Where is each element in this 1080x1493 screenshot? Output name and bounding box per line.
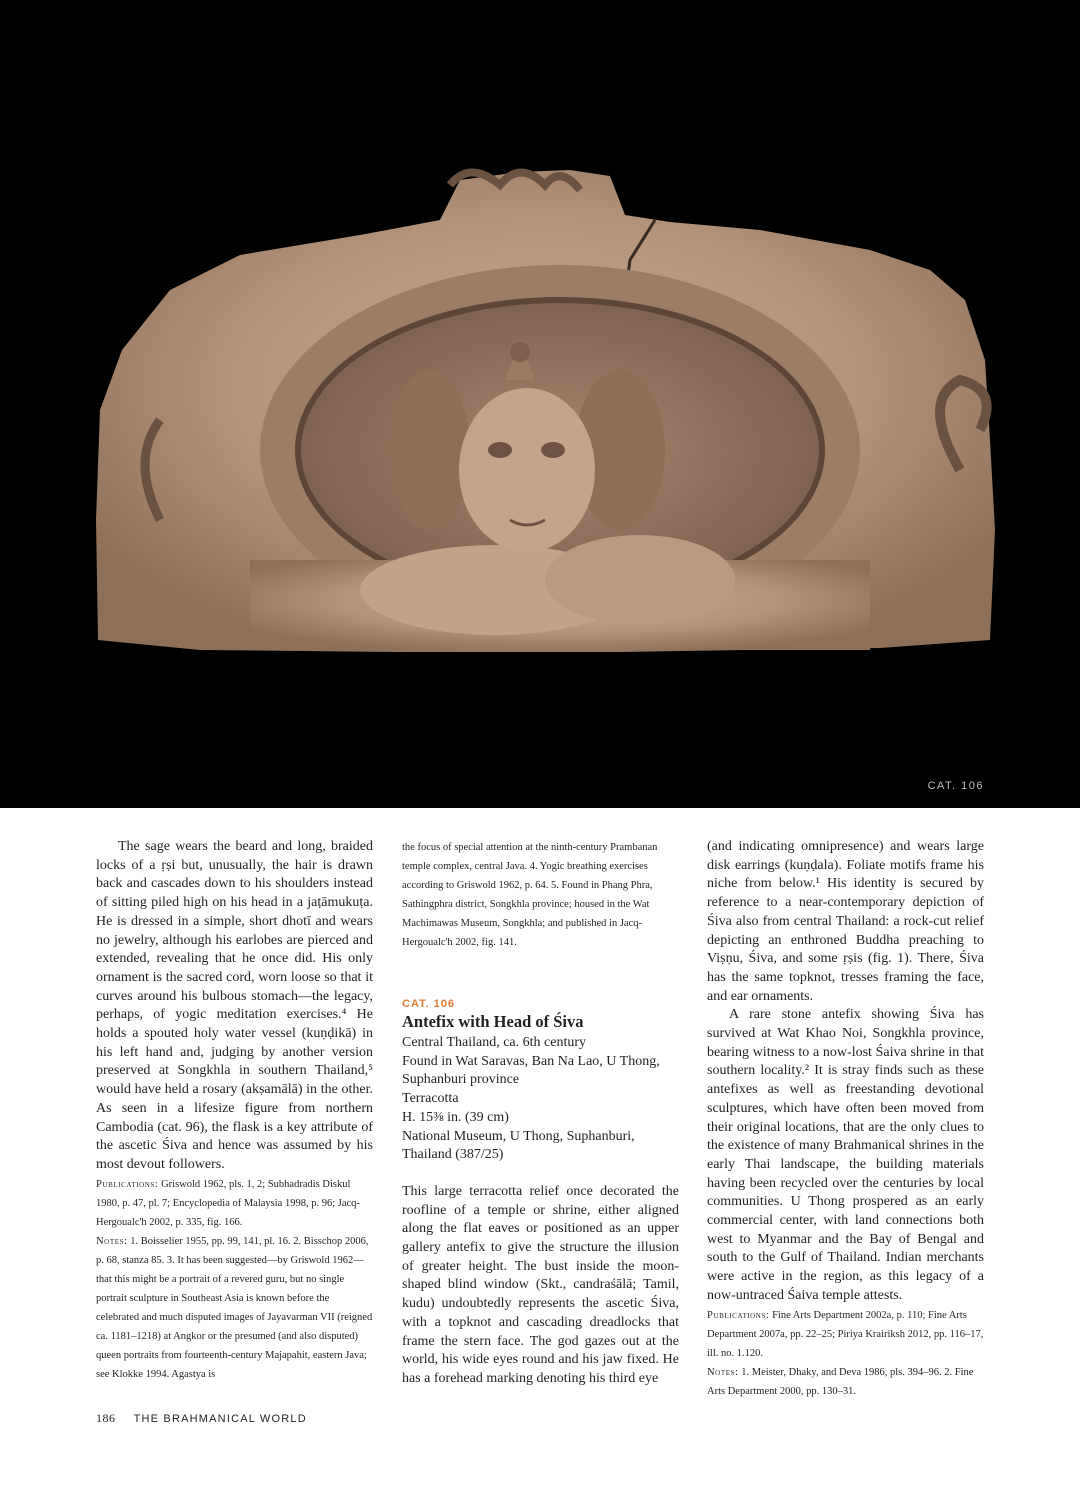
body-paragraph: (and indicating omnipresence) and wears large disk earrings (kuṇḍala). Foliate motifs frame his niche from below.¹ His identity is secured by reference to a near-contemporary depiction of Śiva also from central Thailand: a rock-cut relief depicting an enthroned Buddha preaching to Viṣṇu, Śiva, and some ṛṣis (fig. 1). There, Śiva has the same topknot, tresses framing the face, and ear ornaments. <box>707 839 984 1004</box>
notes-label: Notes: <box>707 1366 739 1378</box>
notes-label: Notes: <box>96 1235 128 1247</box>
entry-title: Antefix with Head of Śiva <box>402 1012 584 1031</box>
notes <box>707 1363 984 1401</box>
body-paragraph: This large terracotta relief once decorated the roofline of a temple or shrine, either aligned along the flat eaves or positioned as an upper gallery antefix to give the structure the illusion of greater height. The bust inside the moon-shaped blind window (Skt., candraśālā; Tamil, kudu) undoubtedly represents the ascetic Śiva, with a topknot and cascading dreadlocks that frame the stern face. The god gazes out at the world, his wide eyes round and his jaw fixed. He has a forehead marking denoting his third eye <box>402 1183 679 1386</box>
image-caption: CAT. 106 <box>927 780 984 792</box>
column-1 <box>96 838 373 1384</box>
publications-label: Publications: <box>96 1178 159 1190</box>
publications-text: Fine Arts Department 2002a, p. 110; Fine Arts Department 2007a, pp. 22–25; Piriya Krairiksh 2012, pp. 116–17, ill. no. 1.120. <box>707 1309 984 1359</box>
notes-text: 1. Meister, Dhaky, and Deva 1986, pls. 394–96. 2. Fine Arts Department 2000, pp. 130–31. <box>707 1366 974 1397</box>
meta-material: Terracotta <box>402 1091 459 1107</box>
publications-text: Griswold 1962, pls. 1, 2; Subhadradis Diskul 1980, p. 47, pl. 7; Encyclopedia of Malaysia 1998, p. 96; Jacq-Hergoualc'h 2002, p. 335, fig. 166. <box>96 1178 360 1228</box>
meta-collection: National Museum, U Thong, Suphanburi, Thailand (387/25) <box>402 1128 635 1163</box>
publications <box>96 1175 373 1232</box>
page-number: 186 <box>96 1411 116 1425</box>
running-head: THE BRAHMANICAL WORLD <box>133 1413 307 1425</box>
body-paragraph-2: A rare stone antefix showing Śiva has survived at Wat Khao Noi, Songkhla province, bearing witness to a now-lost Śaiva shrine in that southern locality.² It is stray finds such as these antefixes as well as freestanding devotional sculptures, which have often been moved from their original locations, that are the only clues to the existence of many Brahmanical shrines in the early Thai landscape, the building materials having been recycled over the centuries by local communities. U Thong prospered as an early commercial center, with land connections both west to Myanmar and the Bay of Bengal and south to the Gulf of Thailand. Indian merchants were active in the region, as this legacy of a now-untraced Śaiva temple attests. <box>707 1007 984 1303</box>
page-footer <box>96 1411 307 1426</box>
notes <box>96 1232 373 1384</box>
meta-dimensions: H. 15⅜ in. (39 cm) <box>402 1109 509 1125</box>
body-paragraph: The sage wears the beard and long, braided locks of a ṛṣi but, unusually, the hair is drawn back and cascades down to his shoulders instead of sitting piled high on his head in a jaṭāmukuṭa. He is dressed in a simple, short dhotī and wears no jewelry, although his earlobes are pierced and extended, revealing that he once did. His only ornament is the sacred cord, worn loose so that it curves around his bulbous stomach—the legacy, perhaps, of yogic meditation exercises.⁴ He holds a spouted holy water vessel (kuṇḍikā) in his left hand and, judging by another version preserved at Songkhla in southern Thailand,⁵ would have held a rosary (akṣamālā) in the other. As seen in a lifesize figure from northern Cambodia (cat. 96), the flask is a key attribute of the ascetic Śiva and hence was assumed by his most devout followers. <box>96 839 373 1172</box>
catalogue-number: CAT. 106 <box>402 998 456 1010</box>
meta-findspot: Found in Wat Saravas, Ban Na Lao, U Thong, Suphanburi province <box>402 1053 660 1088</box>
column-2 <box>402 838 679 1389</box>
publications-label: Publications: <box>707 1309 770 1321</box>
column-3 <box>707 838 984 1401</box>
publications <box>707 1306 984 1363</box>
notes-text: 1. Boisselier 1955, pp. 99, 141, pl. 16. 2. Bisschop 2006, p. 68, stanza 85. 3. It has been suggested—by Griswold 1962—that this might be a portrait of a revered guru, but no single portrait sculpture in Southeast Asia is known before the celebrated and much disputed images of Jayavarman VII (reigned ca. 1181–1218) at Angkor or the presumed (and also disputed) queen portraits from fourteenth-century Majapahit, eastern Java; see Klokke 1994. Agastya is <box>96 1235 373 1380</box>
meta-origin: Central Thailand, ca. 6th century <box>402 1035 587 1050</box>
notes-continued: the focus of special attention at the ninth-century Prambanan temple complex, central Java. 4. Yogic breathing exercises according to Griswold 1962, p. 64. 5. Found in Phang Phra, Sathingphra district, Songkhla province; housed in the Wat Machimawas Museum, Songkhla; and published in Jacq-Hergoualc'h 2002, fig. 141. <box>402 842 658 948</box>
